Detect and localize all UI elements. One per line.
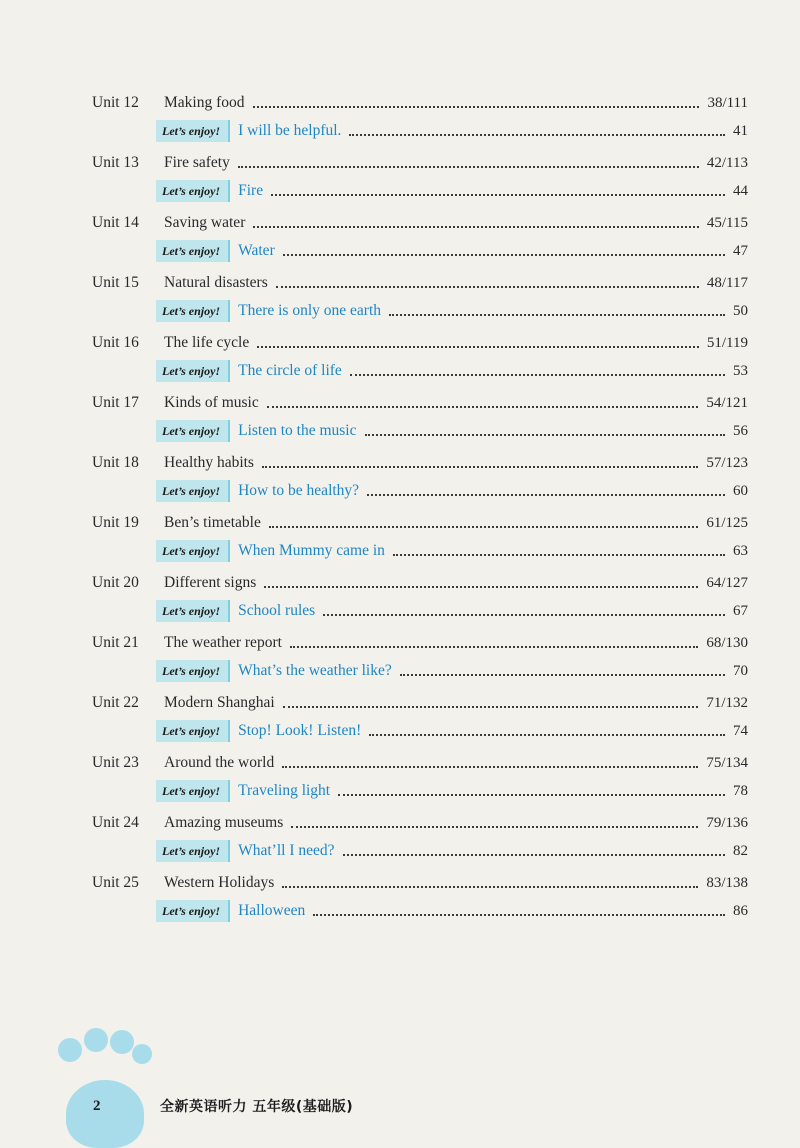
dot-leader — [338, 792, 725, 796]
toc-unit-row[interactable] — [92, 150, 748, 176]
enjoy-page: 47 — [733, 242, 748, 259]
dot-leader — [349, 132, 725, 136]
unit-title: Saving water — [164, 214, 246, 231]
dot-leader — [290, 644, 698, 648]
enjoy-title: Halloween — [238, 902, 306, 919]
dot-leader — [313, 912, 725, 916]
toc-unit-row[interactable] — [92, 870, 748, 896]
lets-enjoy-badge: Let’s enjoy! — [156, 720, 230, 742]
lets-enjoy-badge: Let’s enjoy! — [156, 300, 230, 322]
unit-title: Ben’s timetable — [164, 514, 261, 531]
enjoy-title: The circle of life — [238, 362, 342, 379]
dot-leader — [282, 764, 698, 768]
dot-leader — [369, 732, 725, 736]
unit-title: Making food — [164, 94, 245, 111]
toc-unit-row[interactable] — [92, 570, 748, 596]
unit-label: Unit 14 — [92, 214, 139, 231]
unit-pages: 42/113 — [706, 154, 748, 171]
toc-unit-row[interactable] — [92, 270, 748, 296]
toc-enjoy-row[interactable] — [156, 658, 748, 684]
dot-leader — [291, 824, 698, 828]
dot-leader — [365, 432, 726, 436]
dot-leader — [400, 672, 725, 676]
unit-label: Unit 25 — [92, 874, 139, 891]
dot-leader — [350, 372, 725, 376]
lets-enjoy-badge: Let’s enjoy! — [156, 780, 230, 802]
page-footer — [0, 1028, 800, 1148]
toc-unit-row[interactable] — [92, 510, 748, 536]
toc-enjoy-row[interactable] — [156, 898, 748, 924]
dot-leader — [367, 492, 725, 496]
dot-leader — [393, 552, 725, 556]
dot-leader — [343, 852, 726, 856]
unit-title: Around the world — [164, 754, 275, 771]
paw-toe-mid-right — [110, 1030, 134, 1054]
enjoy-page: 78 — [733, 782, 748, 799]
unit-pages: 61/125 — [706, 514, 748, 531]
enjoy-title: What’s the weather like? — [238, 662, 392, 679]
enjoy-title: There is only one earth — [238, 302, 381, 319]
toc-unit-row[interactable] — [92, 330, 748, 356]
unit-title: The life cycle — [164, 334, 250, 351]
toc-enjoy-row[interactable] — [156, 358, 748, 384]
toc-enjoy-row[interactable] — [156, 418, 748, 444]
toc-unit-row[interactable] — [92, 210, 748, 236]
unit-pages: 38/111 — [707, 94, 748, 111]
dot-leader — [269, 524, 698, 528]
enjoy-title: School rules — [238, 602, 316, 619]
toc-enjoy-row[interactable] — [156, 478, 748, 504]
enjoy-page: 41 — [733, 122, 748, 139]
enjoy-title: I will be helpful. — [238, 122, 342, 139]
dot-leader — [283, 252, 725, 256]
unit-title: Natural disasters — [164, 274, 268, 291]
unit-title: Healthy habits — [164, 454, 254, 471]
unit-label: Unit 18 — [92, 454, 139, 471]
unit-pages: 71/132 — [706, 694, 748, 711]
enjoy-title: Traveling light — [238, 782, 331, 799]
page-number: 2 — [93, 1098, 101, 1114]
unit-pages: 48/117 — [706, 274, 748, 291]
enjoy-page: 74 — [733, 722, 748, 739]
enjoy-page: 67 — [733, 602, 748, 619]
unit-title: Amazing museums — [164, 814, 284, 831]
paw-toe-mid-left — [84, 1028, 108, 1052]
lets-enjoy-badge: Let’s enjoy! — [156, 840, 230, 862]
enjoy-title: Water — [238, 242, 275, 259]
dot-leader — [267, 404, 699, 408]
toc-enjoy-row[interactable] — [156, 118, 748, 144]
enjoy-page: 60 — [733, 482, 748, 499]
enjoy-page: 63 — [733, 542, 748, 559]
unit-label: Unit 15 — [92, 274, 139, 291]
dot-leader — [253, 224, 699, 228]
dot-leader — [283, 704, 699, 708]
unit-label: Unit 23 — [92, 754, 139, 771]
unit-pages: 68/130 — [706, 634, 748, 651]
toc-unit-row[interactable] — [92, 810, 748, 836]
unit-label: Unit 12 — [92, 94, 139, 111]
dot-leader — [262, 464, 698, 468]
enjoy-page: 56 — [733, 422, 748, 439]
toc-unit-row[interactable] — [92, 390, 748, 416]
toc-enjoy-row[interactable] — [156, 238, 748, 264]
toc-unit-row[interactable] — [92, 630, 748, 656]
lets-enjoy-badge: Let’s enjoy! — [156, 180, 230, 202]
unit-title: Fire safety — [164, 154, 230, 171]
dot-leader — [253, 104, 700, 108]
lets-enjoy-badge: Let’s enjoy! — [156, 660, 230, 682]
dot-leader — [271, 192, 725, 196]
dot-leader — [389, 312, 725, 316]
unit-title: The weather report — [164, 634, 282, 651]
enjoy-page: 50 — [733, 302, 748, 319]
enjoy-page: 53 — [733, 362, 748, 379]
unit-label: Unit 21 — [92, 634, 139, 651]
toc-enjoy-row[interactable] — [156, 298, 748, 324]
enjoy-title: Stop! Look! Listen! — [238, 722, 362, 739]
unit-pages: 57/123 — [706, 454, 748, 471]
toc-enjoy-row[interactable] — [156, 778, 748, 804]
unit-pages: 54/121 — [706, 394, 748, 411]
toc-enjoy-row[interactable] — [156, 178, 748, 204]
toc-unit-row[interactable] — [92, 90, 748, 116]
book-title: 全新英语听力 五年级(基础版) — [160, 1099, 354, 1115]
enjoy-page: 70 — [733, 662, 748, 679]
toc-enjoy-row[interactable] — [156, 538, 748, 564]
unit-label: Unit 24 — [92, 814, 139, 831]
unit-label: Unit 13 — [92, 154, 139, 171]
unit-title: Western Holidays — [164, 874, 275, 891]
lets-enjoy-badge: Let’s enjoy! — [156, 360, 230, 382]
unit-pages: 83/138 — [706, 874, 748, 891]
toc-enjoy-row[interactable] — [156, 718, 748, 744]
dot-leader — [238, 164, 699, 168]
enjoy-title: When Mummy came in — [238, 542, 385, 559]
dot-leader — [276, 284, 699, 288]
unit-label: Unit 20 — [92, 574, 139, 591]
unit-pages: 79/136 — [706, 814, 748, 831]
toc-unit-row[interactable] — [92, 750, 748, 776]
enjoy-title: Fire — [238, 182, 264, 199]
paw-toe-right — [132, 1044, 152, 1064]
toc-unit-row[interactable] — [92, 690, 748, 716]
enjoy-page: 44 — [733, 182, 748, 199]
paw-print-icon — [66, 1080, 144, 1148]
dot-leader — [282, 884, 698, 888]
enjoy-page: 86 — [733, 902, 748, 919]
dot-leader — [257, 344, 699, 348]
lets-enjoy-badge: Let’s enjoy! — [156, 240, 230, 262]
dot-leader — [323, 612, 725, 616]
unit-title: Kinds of music — [164, 394, 259, 411]
unit-pages: 64/127 — [706, 574, 748, 591]
paw-toe-left — [58, 1038, 82, 1062]
toc-enjoy-row[interactable] — [156, 838, 748, 864]
lets-enjoy-badge: Let’s enjoy! — [156, 600, 230, 622]
toc-unit-row[interactable] — [92, 450, 748, 476]
enjoy-page: 82 — [733, 842, 748, 859]
enjoy-title: What’ll I need? — [238, 842, 335, 859]
unit-title: Different signs — [164, 574, 257, 591]
unit-pages: 51/119 — [706, 334, 748, 351]
unit-label: Unit 16 — [92, 334, 139, 351]
unit-label: Unit 22 — [92, 694, 139, 711]
dot-leader — [264, 584, 698, 588]
enjoy-title: How to be healthy? — [238, 482, 360, 499]
unit-pages: 45/115 — [706, 214, 748, 231]
unit-label: Unit 19 — [92, 514, 139, 531]
unit-title: Modern Shanghai — [164, 694, 275, 711]
lets-enjoy-badge: Let’s enjoy! — [156, 900, 230, 922]
lets-enjoy-badge: Let’s enjoy! — [156, 480, 230, 502]
lets-enjoy-badge: Let’s enjoy! — [156, 540, 230, 562]
unit-pages: 75/134 — [706, 754, 748, 771]
lets-enjoy-badge: Let’s enjoy! — [156, 120, 230, 142]
enjoy-title: Listen to the music — [238, 422, 357, 439]
toc-enjoy-row[interactable] — [156, 598, 748, 624]
unit-label: Unit 17 — [92, 394, 139, 411]
lets-enjoy-badge: Let’s enjoy! — [156, 420, 230, 442]
